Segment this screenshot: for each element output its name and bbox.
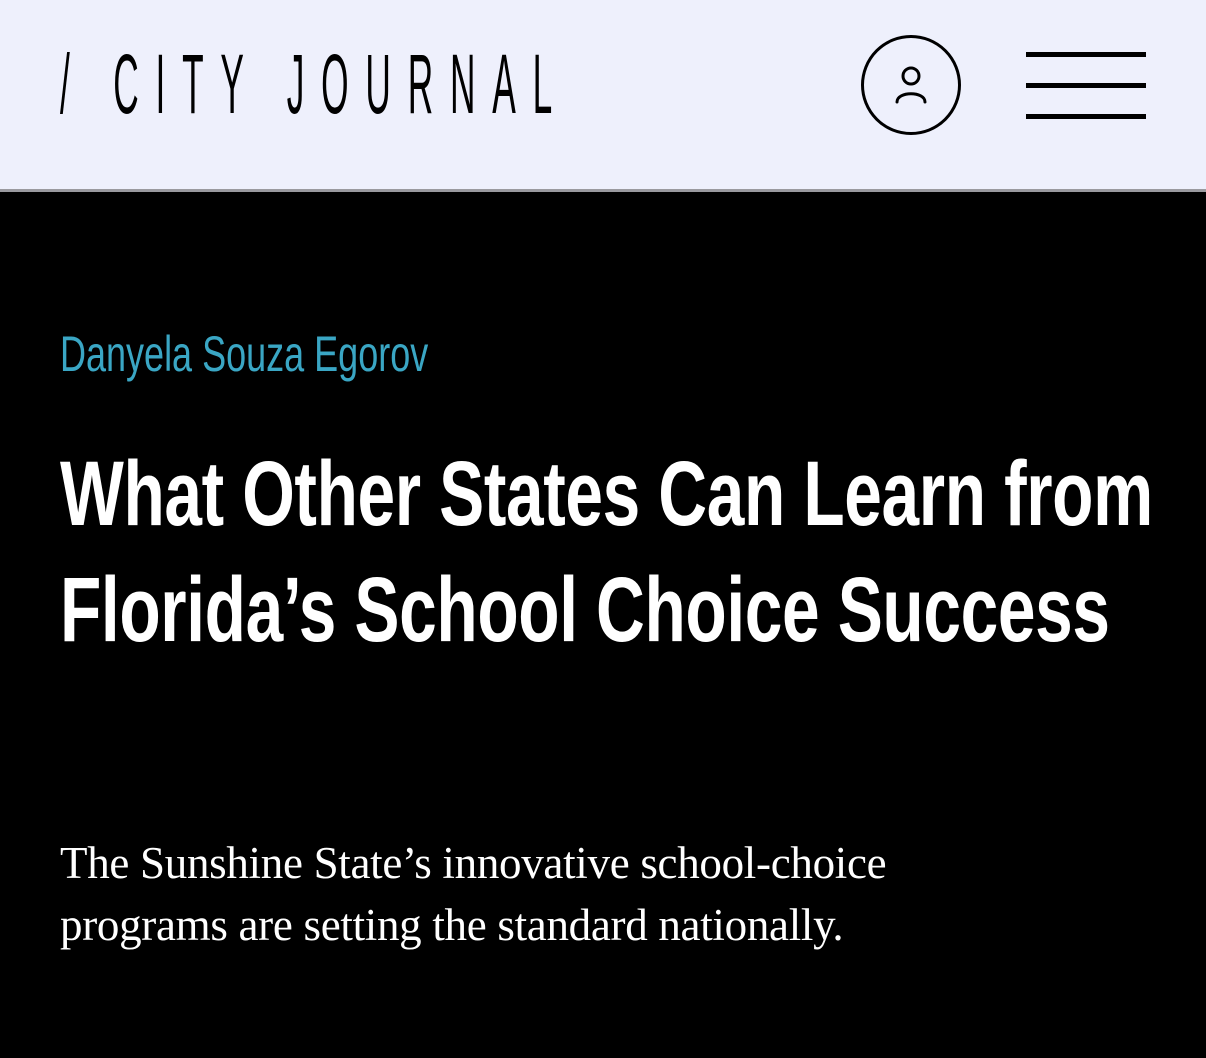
account-button[interactable] (861, 35, 961, 135)
site-header (0, 0, 1206, 192)
menu-button[interactable] (1026, 52, 1146, 122)
user-icon (894, 65, 928, 105)
author-link[interactable]: Danyela Souza Egorov (60, 326, 429, 382)
site-logo[interactable]: / CITY JOURNAL (60, 37, 570, 131)
article-dek: The Sunshine State’s innovative school-choice programs are setting the standard nationally. (60, 838, 887, 950)
article-title: What Other States Can Learn from Florida’s School Choice Success (60, 443, 1153, 661)
